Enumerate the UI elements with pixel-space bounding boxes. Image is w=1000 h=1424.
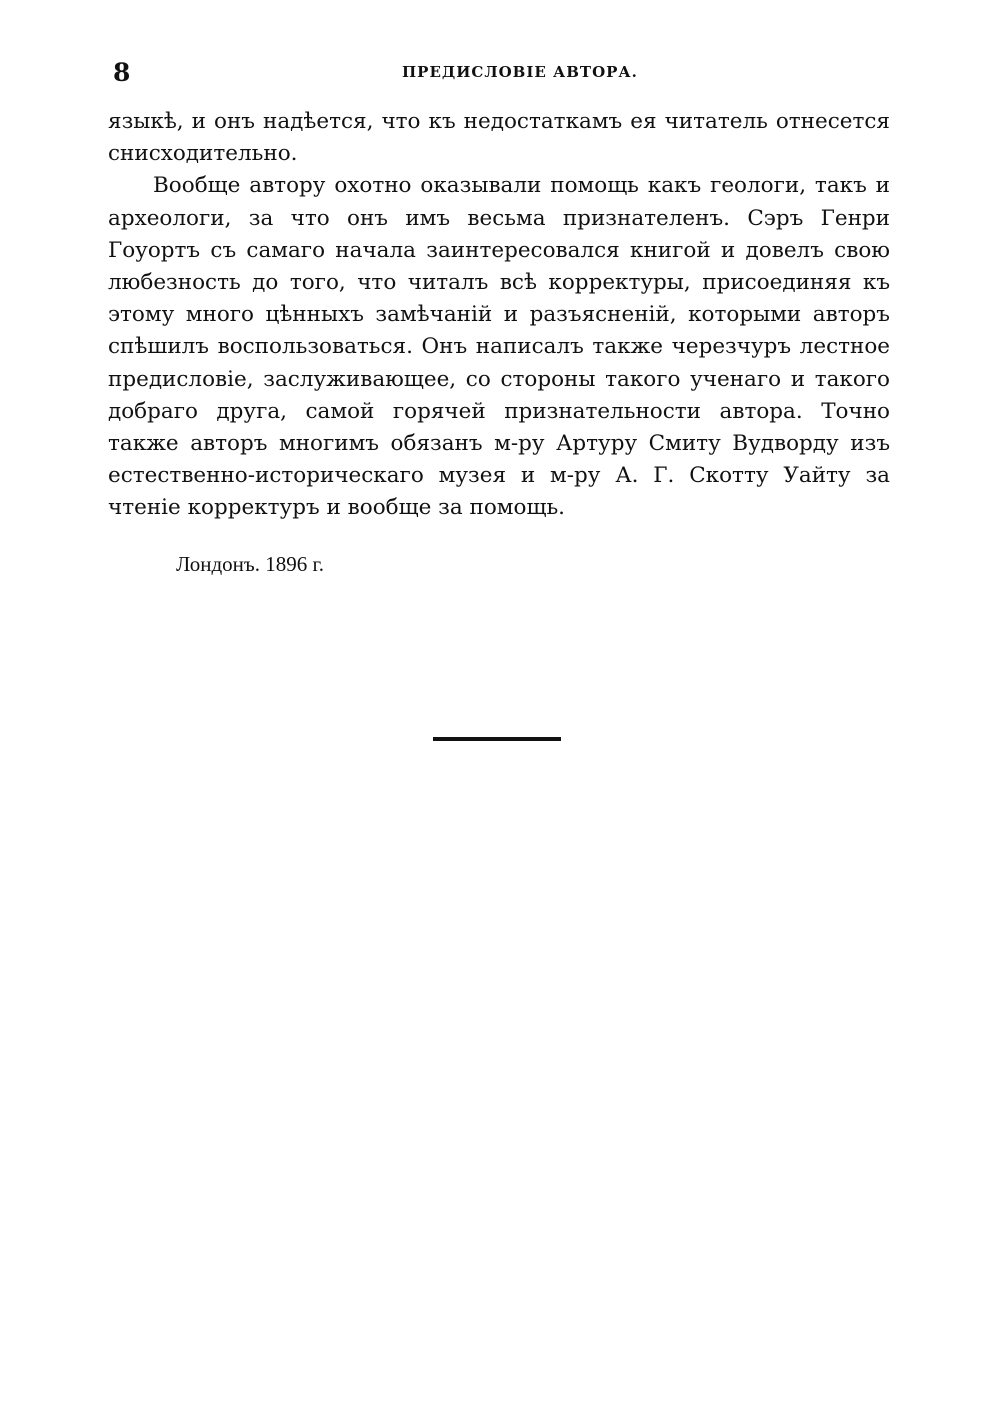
place-and-date: Лондонъ. 1896 г. [176,552,324,576]
page-number: 8 [113,58,131,87]
paragraph-continuation: языкѣ, и онъ надѣется, что къ недостаткамъ ея читатель отнесется снисходительно. [108,109,890,167]
running-head: ПРЕДИСЛОВІЕ АВТОРА. [402,63,638,81]
end-rule [433,737,561,741]
paragraph-acknowledgements: Вообще автору охотно оказывали помощь какъ геологи, такъ и археологи, за что онъ имъ весьма признателенъ. Сэръ Генри Гоуортъ съ самаго начала заинтересовался книгой и довелъ свою любезность до того, что читалъ всѣ корректуры, присоединяя къ этому много цѣнныхъ замѣчаній и разъясненій, которыми авторъ спѣшилъ воспользоваться. Онъ написалъ также черезчуръ лестное предисловіе, заслуживающее, со стороны такого ученаго и такого добраго друга, самой горячей признательности автора. Точно также авторъ многимъ обязанъ м-ру Артуру Смиту Вудворду изъ естественно-историческаго музея и м-ру А. Г. Скотту Уайту за чтеніе корректуръ и вообще за помощь. [108,173,890,521]
body-text [108,106,890,525]
